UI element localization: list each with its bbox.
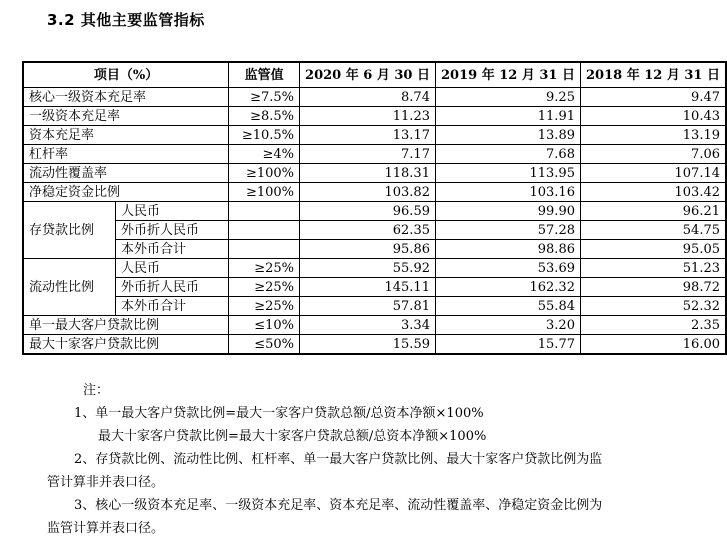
value-2019: 99.90 xyxy=(435,202,580,221)
value-2019: 15.77 xyxy=(435,335,580,355)
value-2018: 52.32 xyxy=(580,297,726,316)
value-2018: 103.42 xyxy=(580,183,726,202)
group-label-liquidity: 流动性比例 xyxy=(23,259,116,316)
value-2019: 11.91 xyxy=(435,107,580,126)
row-threshold: ≥10.5% xyxy=(229,126,300,145)
value-2019: 7.68 xyxy=(435,145,580,164)
row-threshold: ≥100% xyxy=(229,164,300,183)
row-threshold: ≤50% xyxy=(229,335,300,355)
value-2018: 51.23 xyxy=(580,259,726,278)
note-3-line-2: 监管计算并表口径。 xyxy=(47,521,165,536)
row-threshold: ≥8.5% xyxy=(229,107,300,126)
value-2020: 3.34 xyxy=(300,316,436,335)
table-row xyxy=(23,221,726,240)
table-row xyxy=(23,126,726,145)
value-2020: 96.59 xyxy=(300,202,436,221)
value-2018: 54.75 xyxy=(580,221,726,240)
value-2019: 3.20 xyxy=(435,316,580,335)
note-1-line-1: 1、单一最大客户贷款比例=最大一家客户贷款总额/总资本净额×100% xyxy=(74,406,484,421)
table-row xyxy=(23,259,726,278)
value-2019: 113.95 xyxy=(435,164,580,183)
table-row xyxy=(23,240,726,259)
value-2020: 15.59 xyxy=(300,335,436,355)
sub-row-label: 本外币合计 xyxy=(116,240,229,259)
row-threshold xyxy=(229,221,300,240)
value-2020: 62.35 xyxy=(300,221,436,240)
value-2020: 145.11 xyxy=(300,278,436,297)
row-threshold: ≥100% xyxy=(229,183,300,202)
value-2018: 107.14 xyxy=(580,164,726,183)
header-2020: 2020 年 6 月 30 日 xyxy=(300,62,436,88)
value-2018: 2.35 xyxy=(580,316,726,335)
value-2019: 53.69 xyxy=(435,259,580,278)
note-2-line-2: 管计算非并表口径。 xyxy=(47,475,165,490)
value-2020: 57.81 xyxy=(300,297,436,316)
value-2018: 10.43 xyxy=(580,107,726,126)
row-threshold: ≥7.5% xyxy=(229,88,300,107)
value-2018: 96.21 xyxy=(580,202,726,221)
row-label: 流动性覆盖率 xyxy=(23,164,229,183)
note-3-line-1: 3、核心一级资本充足率、一级资本充足率、资本充足率、流动性覆盖率、净稳定资金比例为 xyxy=(74,498,603,513)
value-2020: 55.92 xyxy=(300,259,436,278)
sub-row-label: 本外币合计 xyxy=(116,297,229,316)
notes-block xyxy=(47,379,707,540)
row-threshold xyxy=(229,240,300,259)
row-threshold xyxy=(229,202,300,221)
row-threshold: ≥25% xyxy=(229,297,300,316)
table-row xyxy=(23,183,726,202)
notes-heading: 注： xyxy=(83,383,110,398)
header-2019: 2019 年 12 月 31 日 xyxy=(435,62,580,88)
row-threshold: ≥25% xyxy=(229,278,300,297)
value-2020: 7.17 xyxy=(300,145,436,164)
value-2018: 9.47 xyxy=(580,88,726,107)
table-row xyxy=(23,335,726,355)
header-2018: 2018 年 12 月 31 日 xyxy=(580,62,726,88)
header-item: 项目（%） xyxy=(23,62,229,88)
value-2019: 55.84 xyxy=(435,297,580,316)
row-label: 一级资本充足率 xyxy=(23,107,229,126)
value-2018: 95.05 xyxy=(580,240,726,259)
section-title: 3.2 其他主要监管指标 xyxy=(47,11,205,29)
value-2020: 118.31 xyxy=(300,164,436,183)
table-row xyxy=(23,202,726,221)
note-1-line-2: 最大十家客户贷款比例=最大十家客户贷款总额/总资本净额×100% xyxy=(98,429,487,444)
value-2019: 162.32 xyxy=(435,278,580,297)
value-2019: 103.16 xyxy=(435,183,580,202)
row-threshold: ≤10% xyxy=(229,316,300,335)
table-row xyxy=(23,297,726,316)
sub-row-label: 外币折人民币 xyxy=(116,221,229,240)
value-2018: 7.06 xyxy=(580,145,726,164)
table-header-row xyxy=(23,62,726,88)
table-row xyxy=(23,145,726,164)
sub-row-label: 人民币 xyxy=(116,259,229,278)
row-label: 最大十家客户贷款比例 xyxy=(23,335,229,355)
table-row xyxy=(23,107,726,126)
row-label: 单一最大客户贷款比例 xyxy=(23,316,229,335)
row-label: 杠杆率 xyxy=(23,145,229,164)
row-threshold: ≥25% xyxy=(229,259,300,278)
row-label: 资本充足率 xyxy=(23,126,229,145)
value-2019: 13.89 xyxy=(435,126,580,145)
row-label: 核心一级资本充足率 xyxy=(23,88,229,107)
table-row xyxy=(23,316,726,335)
sub-row-label: 人民币 xyxy=(116,202,229,221)
value-2020: 11.23 xyxy=(300,107,436,126)
table-row xyxy=(23,278,726,297)
value-2020: 103.82 xyxy=(300,183,436,202)
value-2018: 16.00 xyxy=(580,335,726,355)
regulatory-indicators-table xyxy=(22,61,727,355)
sub-row-label: 外币折人民币 xyxy=(116,278,229,297)
row-label: 净稳定资金比例 xyxy=(23,183,229,202)
header-threshold: 监管值 xyxy=(229,62,300,88)
value-2020: 13.17 xyxy=(300,126,436,145)
value-2018: 98.72 xyxy=(580,278,726,297)
value-2019: 57.28 xyxy=(435,221,580,240)
note-2-line-1: 2、存贷款比例、流动性比例、杠杆率、单一最大客户贷款比例、最大十家客户贷款比例为监 xyxy=(74,452,603,467)
group-label-loan-deposit: 存贷款比例 xyxy=(23,202,116,259)
table-row xyxy=(23,164,726,183)
row-threshold: ≥4% xyxy=(229,145,300,164)
table-row xyxy=(23,88,726,107)
value-2019: 9.25 xyxy=(435,88,580,107)
value-2019: 98.86 xyxy=(435,240,580,259)
value-2020: 8.74 xyxy=(300,88,436,107)
value-2018: 13.19 xyxy=(580,126,726,145)
value-2020: 95.86 xyxy=(300,240,436,259)
